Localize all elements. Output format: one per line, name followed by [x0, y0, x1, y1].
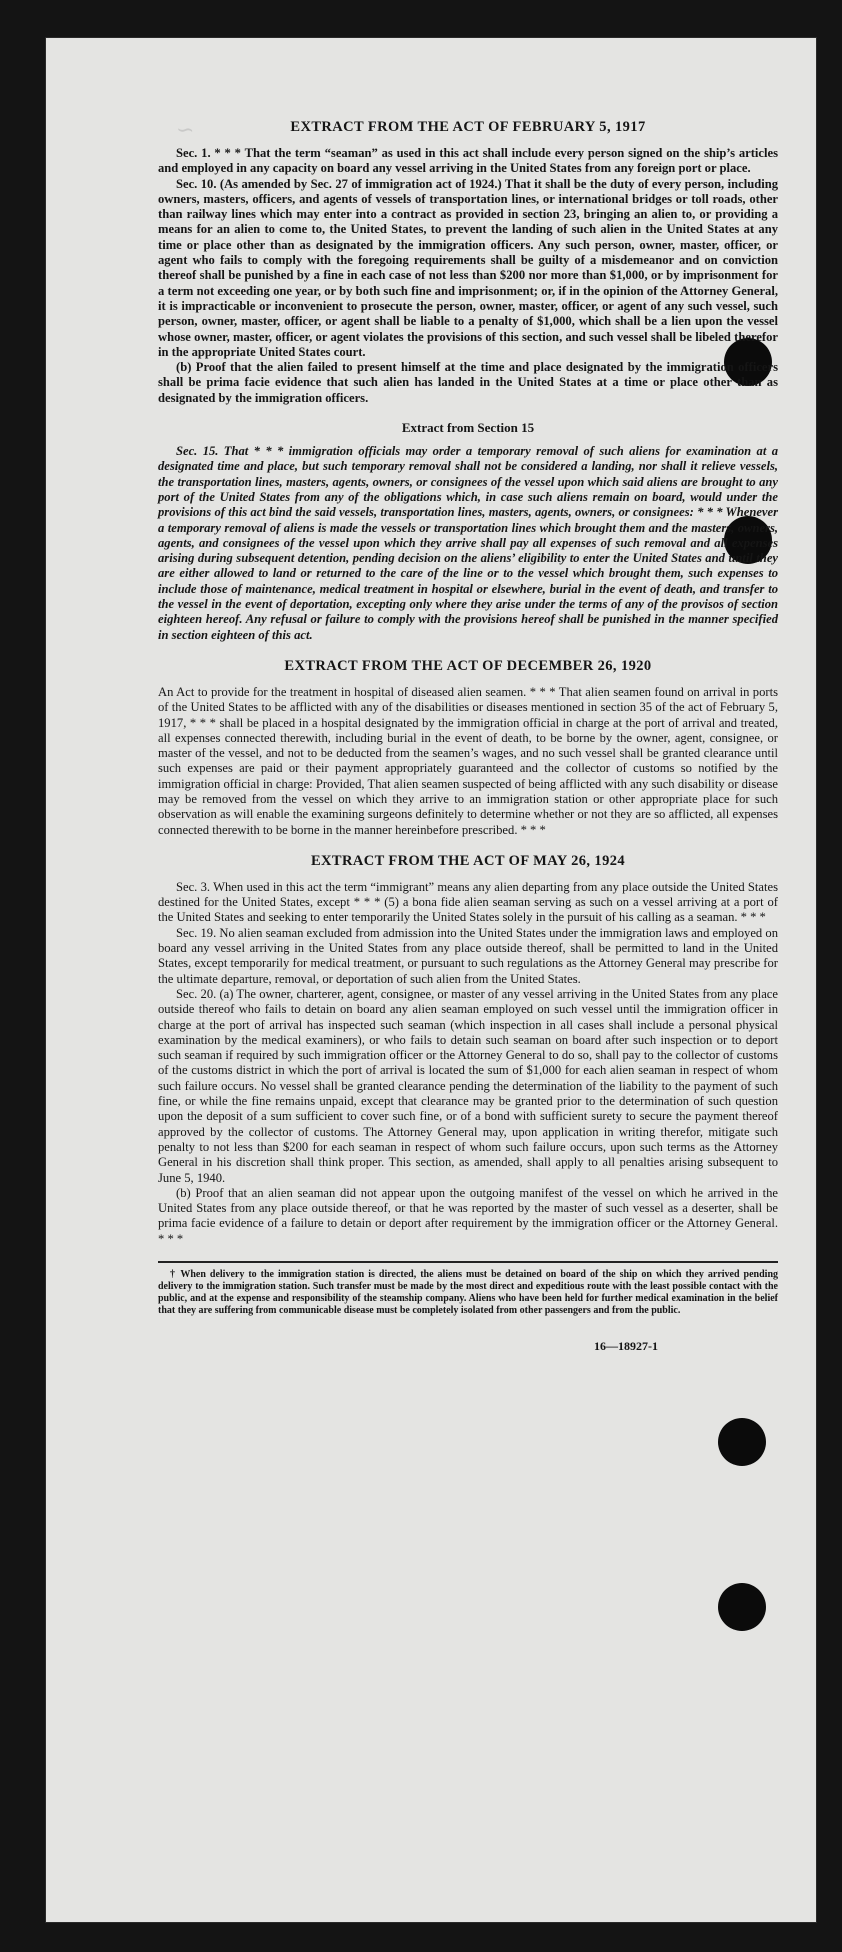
extract-feb-1917 [158, 118, 778, 406]
section-heading: EXTRACT FROM THE ACT OF FEBRUARY 5, 1917 [290, 119, 646, 135]
extract-section-15 [158, 420, 778, 643]
section-paragraph: An Act to provide for the treatment in hospital of diseased alien seamen. * * * That alien seamen found on arrival in ports of the United States to be afflicted with any of the disabilities or diseases mentioned in section 35 of the act of February 5, 1917, * * * shall be placed in a hospital designated by the immigration official in charge at the port of arrival and treated, all expenses connected therewith, including burial in the event of death, to be borne by the owner, agent, consignee, or master of the vessel, and not to be deducted from the seamen’s wages, and no such vessel shall be granted clearance until such expenses are paid or their payment appropriately guaranteed and the collector of customs so notified by the immigration official in charge: Provided, That alien seamen suspected of being afflicted with any such disability or disease may be removed from the vessel on which they arrive to an immigration station or other appropriate place for such observation as will enable the examining surgeons definitely to determine whether or not they are so afflicted, all expenses connected therewith to be borne in the manner hereinbefore prescribed. * * * [158, 684, 778, 837]
section-paragraph: Sec. 3. When used in this act the term “immigrant” means any alien departing from any place outside the United States destined for the United States, except * * * (5) a bona fide alien seaman serving as such on a vessel arriving at a port of the United States and seeking to enter temporarily the United States solely in the pursuit of his calling as a seaman. * * * [158, 879, 778, 925]
punch-hole [718, 1583, 766, 1631]
section-heading: Extract from Section 15 [401, 420, 535, 436]
section-heading: EXTRACT FROM THE ACT OF DECEMBER 26, 1920 [284, 657, 652, 674]
section-paragraph: Sec. 20. (a) The owner, charterer, agent, consignee, or master of any vessel arriving in the United States from any place outside thereof who fails to detain on board any alien seaman employed on such vessel until the immigration officer in charge at the port of arrival has inspected such seaman (which inspection in all cases shall include a personal physical examination by the medical examiners), or who fails to detain such seaman on board after such inspection or to deport such seaman if required by such immigration officer or the Attorney General to do so, shall pay to the collector of customs of the customs district in which the port of arrival is located the sum of $1,000 for each alien seaman in respect of whom such failure occurs. No vessel shall be granted clearance pending the determination of the liability to the payment of such fine, or while the fine remains unpaid, except that clearance may be granted prior to the determination of such question upon the deposit of a sum sufficient to cover such fine, or of a bond with sufficient surety to secure the payment thereof approved by the collector of customs. The Attorney General may, upon application in writing therefor, mitigate such penalty to not less than $200 for each seaman in respect of whom such failure occurs, upon such terms as the Attorney General in his discretion shall think proper. This section, as amended, shall apply to all penalties arising subsequent to June 5, 1940. [158, 986, 778, 1185]
extract-dec-1920 [158, 657, 778, 838]
section-paragraph: Sec. 10. (As amended by Sec. 27 of immigration act of 1924.) That it shall be the duty of every person, including owners, masters, officers, and agents of vessels of transportation lines, or international bridges or toll roads, other than railway lines which may enter into a contract as provided in section 23, bringing an alien to, or providing a means for an alien to come to, the United States, to prevent the landing of such alien in the United States at any time or place other than as designated by the immigration officers. Any such person, owner, master, officer, or agent who fails to comply with the foregoing requirements shall be guilty of a misdemeanor and on conviction thereof shall be punished by a fine in each case of not less than $200 nor more than $1,000, or by imprisonment for a term not exceeding one year, or by both such fine and imprisonment; or, if in the opinion of the Attorney General, it is impracticable or inconvenient to prosecute the person, owner, master, officer, or agent of any such vessel, such person, owner, master, officer, or agent shall be liable to a penalty of $1,000, which shall be a lien upon the vessel whose owner, master, officer, or agent violates the provisions of this section, and such vessel shall be libeled therefor in the appropriate United States court. [158, 176, 778, 359]
document-body [158, 118, 778, 1354]
document-number: 16—18927-1 [594, 1339, 658, 1353]
section-paragraph: Sec. 15. That * * * immigration officials may order a temporary removal of such aliens for examination at a designated time and place, but such temporary removal shall not be considered a landing, nor shall it relieve vessels, the transportation lines, masters, agents, owners, or consignees of the vessel upon which said aliens are brought to any port of the United States from any of the obligations which, in case such aliens remain on board, would under the provisions of this act bind the said vessels, transportation lines, masters, agents, owners, or consignees: * * * Whenever a temporary removal of aliens is made the vessels or transportation lines which brought them and the masters, owners, agents, and consignees of the vessel upon which they arrive shall pay all expenses of such removal and all expenses arising during subsequent detention, pending decision on the aliens’ eligibility to enter the United States and until they are either allowed to land or returned to the care of the line or to the vessel which brought them, such expenses to include those of maintenance, medical treatment in hospital or elsewhere, burial in the event of death, and transfer to the vessel in the event of deportation, excepting only where they arise under the terms of any of the provisos of section eighteen hereof. Any refusal or failure to comply with the provisions hereof shall be punished in the manner specified in section eighteen of this act. [158, 444, 778, 642]
document-page [46, 38, 816, 1922]
pencil-mark: ∽ [176, 118, 195, 143]
section-paragraph: (b) Proof that the alien failed to present himself at the time and place designated by the immigration officers shall be prima facie evidence that such alien has landed in the United States at a time or place other than as designated by the immigration officers. [158, 360, 778, 405]
section-paragraph: Sec. 19. No alien seaman excluded from admission into the United States under the immigration laws and employed on board any vessel arriving in the United States from any place outside thereof, shall be permitted to land in the United States, except temporarily for medical treatment, or pursuant to such regulations as the Attorney General may prescribe for the ultimate departure, removal, or deportation of such alien from the United States. [158, 925, 778, 986]
section-heading: EXTRACT FROM THE ACT OF MAY 26, 1924 [310, 852, 626, 869]
extract-may-1924 [158, 852, 778, 1247]
footnote-divider [158, 1261, 778, 1263]
punch-hole [718, 1418, 766, 1466]
section-paragraph: Sec. 1. * * * That the term “seaman” as used in this act shall include every person signed on the ship’s articles and employed in any capacity on board any vessel arriving in the United States from any foreign port or place. [158, 146, 778, 176]
footnote: † When delivery to the immigration station is directed, the aliens must be detained on board of the ship on which they arrived pending delivery to the immigration station. Such transfer must be made by the most direct and expeditious route with the least possible contact with the public, and at the expense and responsibility of the steamship company. Aliens who have been held for further medical examination in the belief that they are suffering from communicable disease must be completely isolated from other passengers and from the public. [158, 1269, 778, 1316]
section-paragraph: (b) Proof that an alien seaman did not appear upon the outgoing manifest of the vessel on which he arrived in the United States from any place outside thereof, or that he was reported by the master of such vessel as a deserter, shall be prima facie evidence of a failure to detain or deport after requirement by the immigration officer or the Attorney General. * * * [158, 1185, 778, 1246]
